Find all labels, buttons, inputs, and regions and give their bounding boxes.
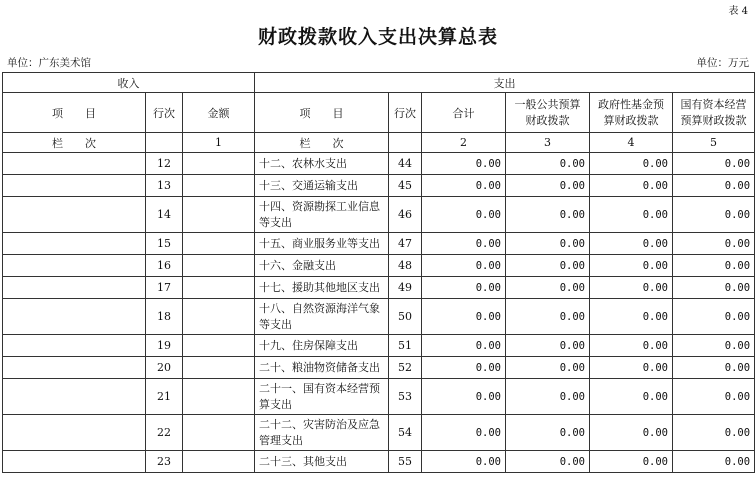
income-row-no: 14 <box>146 197 183 233</box>
expense-item: 十五、商业服务业等支出 <box>255 233 389 255</box>
table-row <box>3 415 755 451</box>
income-amount-cell <box>183 451 255 473</box>
expense-item: 十二、农林水支出 <box>255 153 389 175</box>
general-budget-value: 0.00 <box>506 415 590 451</box>
income-row-no: 15 <box>146 233 183 255</box>
table-row <box>3 175 755 197</box>
total-value: 0.00 <box>422 415 506 451</box>
index-label-2: 栏 次 <box>255 133 389 153</box>
income-item-cell <box>3 299 146 335</box>
expense-item: 十六、金融支出 <box>255 255 389 277</box>
income-amount-cell <box>183 415 255 451</box>
index-label: 栏 次 <box>3 133 146 153</box>
total-header: 合计 <box>422 93 506 133</box>
general-budget-value: 0.00 <box>506 451 590 473</box>
income-amount-cell <box>183 255 255 277</box>
gov-fund-value: 0.00 <box>590 277 673 299</box>
state-capital-value: 0.00 <box>673 255 755 277</box>
income-amount-cell <box>183 175 255 197</box>
table-row <box>3 277 755 299</box>
index-blank <box>146 133 183 153</box>
gov-fund-value: 0.00 <box>590 357 673 379</box>
general-budget-value: 0.00 <box>506 197 590 233</box>
expense-item: 二十一、国有资本经营预算支出 <box>255 379 389 415</box>
state-capital-value: 0.00 <box>673 277 755 299</box>
general-budget-value: 0.00 <box>506 277 590 299</box>
income-item-cell <box>3 335 146 357</box>
expense-row-no: 48 <box>389 255 422 277</box>
table-row <box>3 255 755 277</box>
income-item-cell <box>3 153 146 175</box>
income-item-cell <box>3 233 146 255</box>
total-value: 0.00 <box>422 233 506 255</box>
table-row <box>3 335 755 357</box>
expense-header: 支出 <box>255 73 755 93</box>
expense-item: 二十、粮油物资储备支出 <box>255 357 389 379</box>
expense-item: 十七、援助其他地区支出 <box>255 277 389 299</box>
state-capital-header: 国有资本经营预算财政拨款 <box>673 93 755 133</box>
index-amount: 1 <box>183 133 255 153</box>
general-budget-value: 0.00 <box>506 299 590 335</box>
expense-row-no: 53 <box>389 379 422 415</box>
total-value: 0.00 <box>422 335 506 357</box>
expense-row-no: 54 <box>389 415 422 451</box>
gov-fund-header: 政府性基金预算财政拨款 <box>590 93 673 133</box>
state-capital-value: 0.00 <box>673 357 755 379</box>
expense-item: 十九、住房保障支出 <box>255 335 389 357</box>
table-row <box>3 451 755 473</box>
general-budget-value: 0.00 <box>506 153 590 175</box>
gov-fund-value: 0.00 <box>590 197 673 233</box>
index-fund: 4 <box>590 133 673 153</box>
general-budget-value: 0.00 <box>506 357 590 379</box>
total-value: 0.00 <box>422 175 506 197</box>
income-amount-cell <box>183 233 255 255</box>
general-budget-value: 0.00 <box>506 255 590 277</box>
index-row <box>3 133 755 153</box>
gov-fund-value: 0.00 <box>590 451 673 473</box>
index-capital: 5 <box>673 133 755 153</box>
budget-summary-table <box>2 72 755 473</box>
expense-row-no: 46 <box>389 197 422 233</box>
expense-row-no: 51 <box>389 335 422 357</box>
income-amount-cell <box>183 197 255 233</box>
state-capital-value: 0.00 <box>673 451 755 473</box>
expense-row-no: 50 <box>389 299 422 335</box>
general-budget-value: 0.00 <box>506 335 590 357</box>
gov-fund-value: 0.00 <box>590 233 673 255</box>
total-value: 0.00 <box>422 451 506 473</box>
unit-currency: 单位：万元 <box>696 57 749 69</box>
expense-row-no: 44 <box>389 153 422 175</box>
state-capital-value: 0.00 <box>673 299 755 335</box>
table-row <box>3 153 755 175</box>
income-item-cell <box>3 451 146 473</box>
expense-row-no: 52 <box>389 357 422 379</box>
income-item-cell <box>3 255 146 277</box>
expense-item-header: 项 目 <box>255 93 389 133</box>
income-item-cell <box>3 277 146 299</box>
page-title: 财政拨款收入支出决算总表 <box>257 26 498 48</box>
gov-fund-value: 0.00 <box>590 299 673 335</box>
index-general: 3 <box>506 133 590 153</box>
header-row-groups <box>3 73 755 93</box>
income-row-no: 13 <box>146 175 183 197</box>
general-budget-header: 一般公共预算财政拨款 <box>506 93 590 133</box>
gov-fund-value: 0.00 <box>590 415 673 451</box>
income-amount-cell <box>183 153 255 175</box>
income-row-no: 16 <box>146 255 183 277</box>
index-total: 2 <box>422 133 506 153</box>
gov-fund-value: 0.00 <box>590 175 673 197</box>
expense-item: 二十三、其他支出 <box>255 451 389 473</box>
expense-row-no: 45 <box>389 175 422 197</box>
income-header: 收入 <box>3 73 255 93</box>
state-capital-value: 0.00 <box>673 379 755 415</box>
table-number: 表 4 <box>728 6 748 17</box>
gov-fund-value: 0.00 <box>590 379 673 415</box>
state-capital-value: 0.00 <box>673 197 755 233</box>
header-row-columns <box>3 93 755 133</box>
expense-row-no: 55 <box>389 451 422 473</box>
income-row-no: 17 <box>146 277 183 299</box>
total-value: 0.00 <box>422 277 506 299</box>
total-value: 0.00 <box>422 357 506 379</box>
income-amount-cell <box>183 335 255 357</box>
gov-fund-value: 0.00 <box>590 335 673 357</box>
state-capital-value: 0.00 <box>673 153 755 175</box>
total-value: 0.00 <box>422 153 506 175</box>
income-item-header: 项 目 <box>3 93 146 133</box>
state-capital-value: 0.00 <box>673 175 755 197</box>
table-row <box>3 197 755 233</box>
expense-item: 二十二、灾害防治及应急管理支出 <box>255 415 389 451</box>
income-amount-cell <box>183 299 255 335</box>
table-row <box>3 233 755 255</box>
general-budget-value: 0.00 <box>506 175 590 197</box>
income-row-no: 21 <box>146 379 183 415</box>
income-row-no: 18 <box>146 299 183 335</box>
gov-fund-value: 0.00 <box>590 255 673 277</box>
income-item-cell <box>3 197 146 233</box>
total-value: 0.00 <box>422 299 506 335</box>
income-row-no-header: 行次 <box>146 93 183 133</box>
income-row-no: 23 <box>146 451 183 473</box>
expense-item: 十八、自然资源海洋气象等支出 <box>255 299 389 335</box>
income-row-no: 22 <box>146 415 183 451</box>
gov-fund-value: 0.00 <box>590 153 673 175</box>
income-row-no: 12 <box>146 153 183 175</box>
income-amount-cell <box>183 357 255 379</box>
income-item-cell <box>3 175 146 197</box>
state-capital-value: 0.00 <box>673 415 755 451</box>
expense-row-no: 47 <box>389 233 422 255</box>
table-row <box>3 379 755 415</box>
income-amount-cell <box>183 277 255 299</box>
general-budget-value: 0.00 <box>506 233 590 255</box>
income-item-cell <box>3 415 146 451</box>
expense-row-no: 49 <box>389 277 422 299</box>
income-row-no: 19 <box>146 335 183 357</box>
table-row <box>3 299 755 335</box>
income-row-no: 20 <box>146 357 183 379</box>
total-value: 0.00 <box>422 197 506 233</box>
table-row <box>3 357 755 379</box>
expense-row-no-header: 行次 <box>389 93 422 133</box>
unit-organization: 单位：广东美术馆 <box>7 57 91 69</box>
total-value: 0.00 <box>422 255 506 277</box>
general-budget-value: 0.00 <box>506 379 590 415</box>
income-amount-cell <box>183 379 255 415</box>
state-capital-value: 0.00 <box>673 233 755 255</box>
income-amount-header: 金额 <box>183 93 255 133</box>
expense-item: 十三、交通运输支出 <box>255 175 389 197</box>
state-capital-value: 0.00 <box>673 335 755 357</box>
income-item-cell <box>3 379 146 415</box>
expense-item: 十四、资源勘探工业信息等支出 <box>255 197 389 233</box>
index-blank-2 <box>389 133 422 153</box>
total-value: 0.00 <box>422 379 506 415</box>
income-item-cell <box>3 357 146 379</box>
